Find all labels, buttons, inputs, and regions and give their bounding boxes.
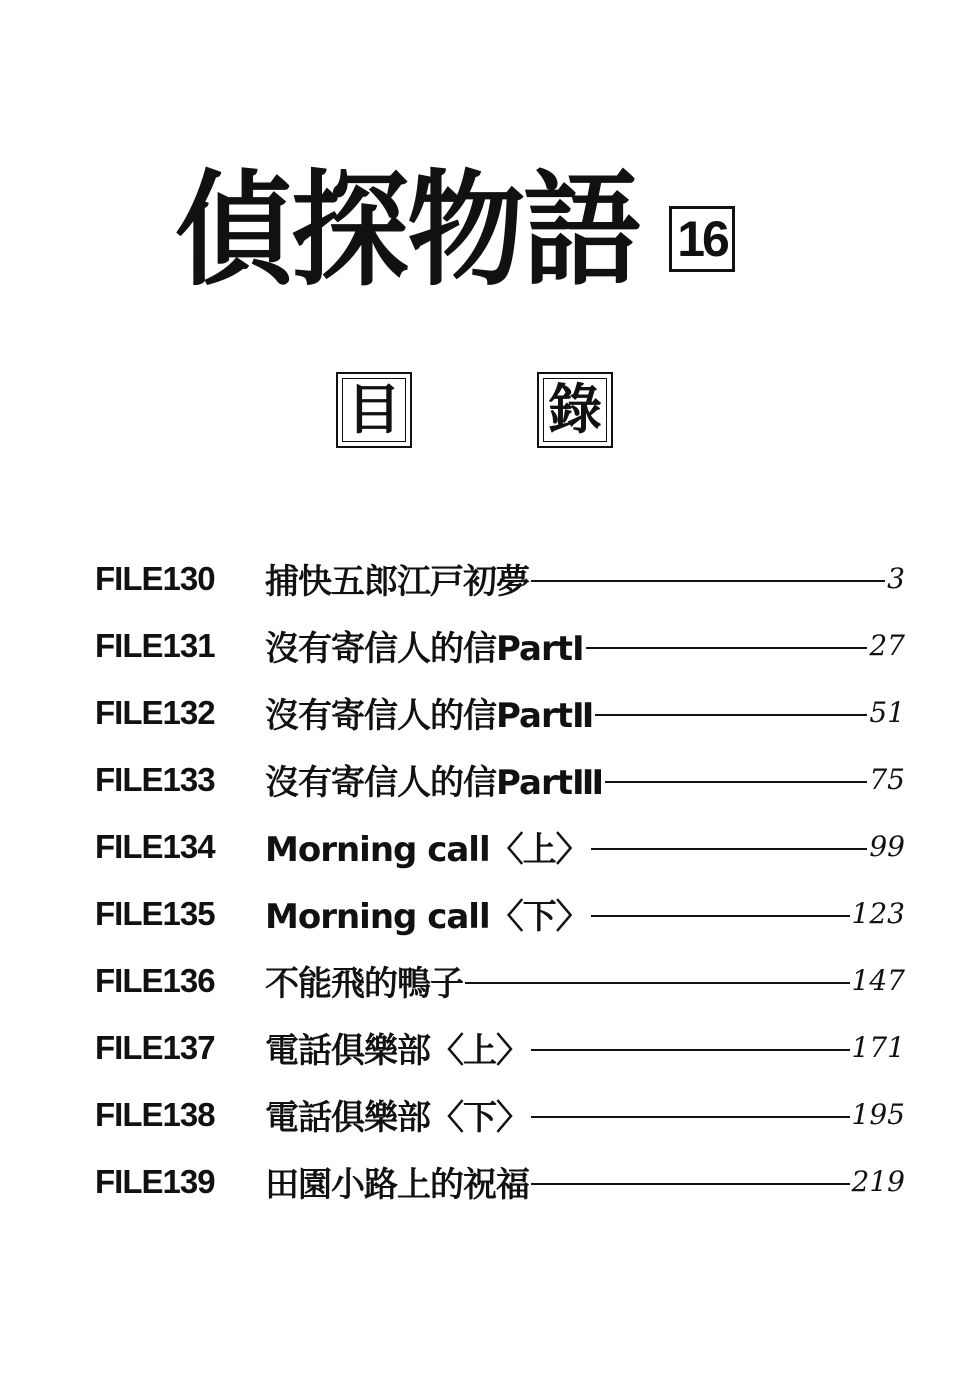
page-number: 75 <box>869 763 905 796</box>
leader-line <box>591 848 868 850</box>
page-number: 147 <box>851 964 905 997</box>
toc-heading-char-1: 目 <box>336 372 412 448</box>
file-number: FILE130 <box>95 559 215 597</box>
page-number: 99 <box>869 830 905 863</box>
toc-entry[interactable] <box>95 746 905 813</box>
chapter-title: 捕快五郎江戸初夢 <box>265 562 529 602</box>
page-number: 27 <box>869 629 905 662</box>
table-of-contents <box>95 545 905 1215</box>
toc-entry[interactable] <box>95 880 905 947</box>
file-number: FILE136 <box>95 961 215 999</box>
leader-line <box>591 915 850 917</box>
leader-line <box>531 1116 850 1118</box>
toc-entry[interactable] <box>95 679 905 746</box>
chapter-title: 沒有寄信人的信PartⅢ <box>265 763 604 803</box>
title-block <box>175 157 735 303</box>
chapter-title: 電話俱樂部〈下〉 <box>265 1098 529 1138</box>
chapter-title: 不能飛的鴨子 <box>265 964 463 1004</box>
toc-entry[interactable] <box>95 545 905 612</box>
chapter-title: 田園小路上的祝福 <box>265 1165 529 1205</box>
file-number: FILE131 <box>95 626 215 664</box>
toc-entry[interactable] <box>95 1081 905 1148</box>
toc-entry[interactable] <box>95 1014 905 1081</box>
leader-line <box>586 647 868 649</box>
leader-line <box>531 1183 850 1185</box>
toc-entry[interactable] <box>95 813 905 880</box>
page-number: 171 <box>851 1031 905 1064</box>
file-number: FILE137 <box>95 1028 215 1066</box>
chapter-title: Morning call〈下〉 <box>265 897 589 937</box>
page-number: 51 <box>869 696 905 729</box>
page-number: 195 <box>851 1098 905 1131</box>
file-number: FILE133 <box>95 760 215 798</box>
toc-entry[interactable] <box>95 1148 905 1215</box>
file-number: FILE132 <box>95 693 215 731</box>
leader-line <box>531 1049 850 1051</box>
leader-line <box>605 781 867 783</box>
chapter-title: 沒有寄信人的信PartⅠ <box>265 629 584 669</box>
toc-entry[interactable] <box>95 947 905 1014</box>
chapter-title: 電話俱樂部〈上〉 <box>265 1031 529 1071</box>
volume-number: 16 <box>669 206 735 272</box>
file-number: FILE134 <box>95 827 215 865</box>
file-number: FILE138 <box>95 1095 215 1133</box>
leader-line <box>465 982 850 984</box>
chapter-title: 沒有寄信人的信PartⅡ <box>265 696 594 736</box>
toc-heading-char-2: 錄 <box>537 372 613 448</box>
file-number: FILE139 <box>95 1162 215 1200</box>
leader-line <box>595 714 867 716</box>
file-number: FILE135 <box>95 894 215 932</box>
series-title: 偵探物語 <box>175 157 640 303</box>
toc-heading <box>0 372 961 452</box>
page-number: 219 <box>851 1165 905 1198</box>
chapter-title: Morning call〈上〉 <box>265 830 589 870</box>
leader-line <box>531 580 885 582</box>
page-number: 3 <box>887 562 905 595</box>
toc-entry[interactable] <box>95 612 905 679</box>
page-number: 123 <box>851 897 905 930</box>
